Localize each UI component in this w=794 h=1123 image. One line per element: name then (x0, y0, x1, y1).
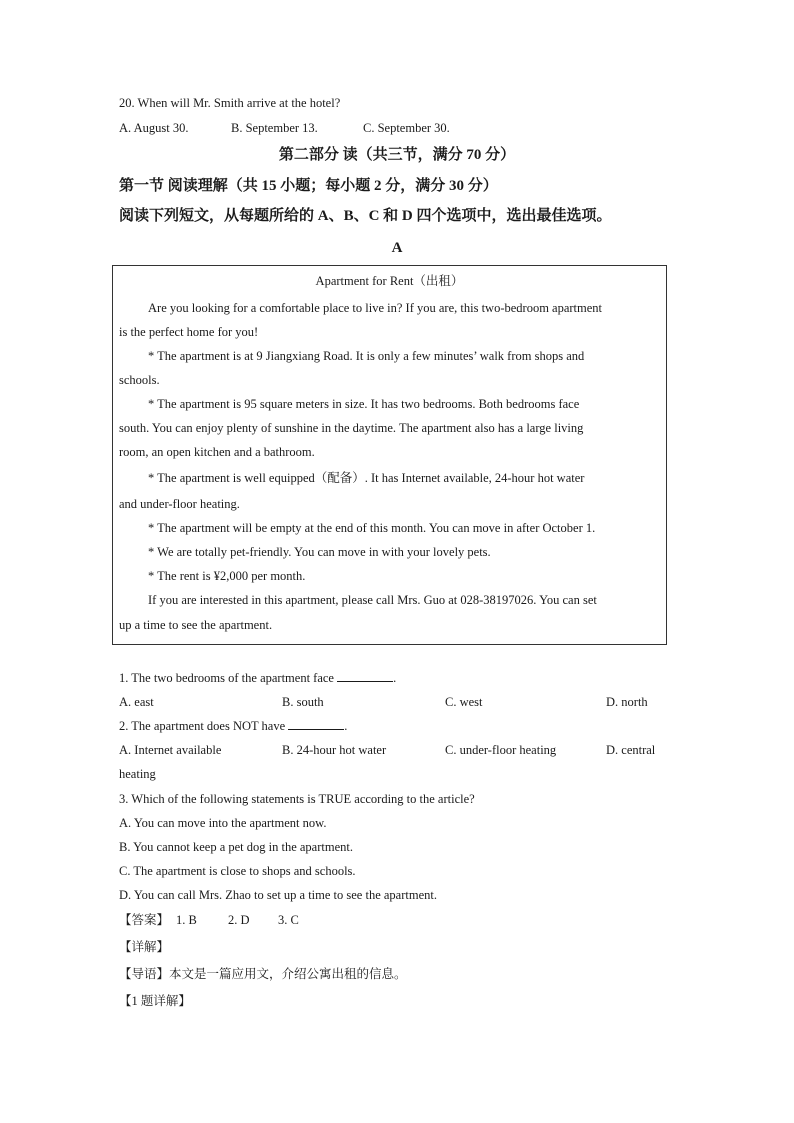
q3-option-b: B. You cannot keep a pet dog in the apartment. (119, 840, 353, 854)
passage-letter: A (391, 240, 403, 256)
q20-option-b: B. September 13. (231, 121, 318, 135)
q20-option-a: A. August 30. (119, 121, 189, 135)
answer-key (119, 911, 169, 929)
ad-line: up a time to see the apartment. (119, 618, 273, 632)
answer-label: 【答案】 (119, 913, 170, 927)
ad-line: * The apartment is at 9 Jiangxiang Road. It is only a few minutes’ walk from shops and (148, 349, 585, 363)
reading-instruction: 阅读下列短文，从每题所给的 A、B、C 和 D 四个选项中，选出最佳选项。 (119, 208, 612, 224)
section1-heading: 第一节 阅读理解（共 15 小题；每小题 2 分，满分 30 分） (119, 178, 498, 194)
part2-title: 第二部分 读（共三节，满分 70 分） (278, 147, 516, 163)
q3-option-a: A. You can move into the apartment now. (119, 816, 327, 830)
ad-line: If you are interested in this apartment, please call Mrs. Guo at 028-38197026. You can set (148, 593, 597, 607)
ad-line: is the perfect home for you! (119, 325, 259, 339)
q2-stem (119, 717, 347, 735)
q20-question: 20. When will Mr. Smith arrive at the hotel? (119, 96, 341, 110)
q1-stem (119, 669, 396, 687)
q1-option-a: A. east (119, 695, 154, 709)
q2-stem-end: . (344, 719, 348, 733)
guide-text: 【导语】本文是一篇应用文，介绍公寓出租的信息。 (119, 967, 407, 981)
q3-stem: 3. Which of the following statements is TRUE according to the article? (119, 792, 475, 806)
q1-stem-end: . (393, 671, 397, 685)
apartment-ad-box (112, 265, 667, 645)
ad-line: * The rent is ¥2,000 per month. (148, 569, 306, 583)
q2-option-d-continued: heating (119, 767, 156, 781)
q2-option-a: A. Internet available (119, 743, 222, 757)
ad-line: room, an open kitchen and a bathroom. (119, 445, 315, 459)
q1-detail-label: 【1 题详解】 (119, 994, 191, 1008)
q1-answer-blank (337, 671, 393, 682)
ad-line: * The apartment is well equipped（配备）. It has Internet available, 24-hour hot water (148, 471, 585, 485)
q2-answer-blank (288, 719, 344, 730)
answer-2: 2. D (228, 913, 250, 927)
detail-label: 【详解】 (119, 940, 170, 954)
answer-1: 1. B (176, 913, 197, 927)
q2-option-c: C. under-floor heating (445, 743, 557, 757)
ad-line: * We are totally pet-friendly. You can move in with your lovely pets. (148, 545, 491, 559)
q2-option-d: D. central (606, 743, 656, 757)
ad-title: Apartment for Rent（出租） (315, 274, 464, 288)
ad-line: schools. (119, 373, 160, 387)
q20-option-c: C. September 30. (363, 121, 450, 135)
q1-stem-text: 1. The two bedrooms of the apartment face (119, 671, 334, 685)
ad-line: Are you looking for a comfortable place to live in? If you are, this two-bedroom apartment (148, 301, 603, 315)
q3-option-d: D. You can call Mrs. Zhao to set up a time to see the apartment. (119, 888, 437, 902)
answer-3: 3. C (278, 913, 299, 927)
q1-option-b: B. south (282, 695, 324, 709)
q2-stem-text: 2. The apartment does NOT have (119, 719, 286, 733)
q2-option-b: B. 24-hour hot water (282, 743, 387, 757)
q1-option-d: D. north (606, 695, 648, 709)
ad-line: * The apartment is 95 square meters in size. It has two bedrooms. Both bedrooms face (148, 397, 580, 411)
q1-option-c: C. west (445, 695, 483, 709)
q3-option-c: C. The apartment is close to shops and schools. (119, 864, 356, 878)
ad-line: * The apartment will be empty at the end of this month. You can move in after October 1. (148, 521, 596, 535)
ad-line: south. You can enjoy plenty of sunshine in the daytime. The apartment also has a large living (119, 421, 584, 435)
ad-line: and under-floor heating. (119, 497, 240, 511)
